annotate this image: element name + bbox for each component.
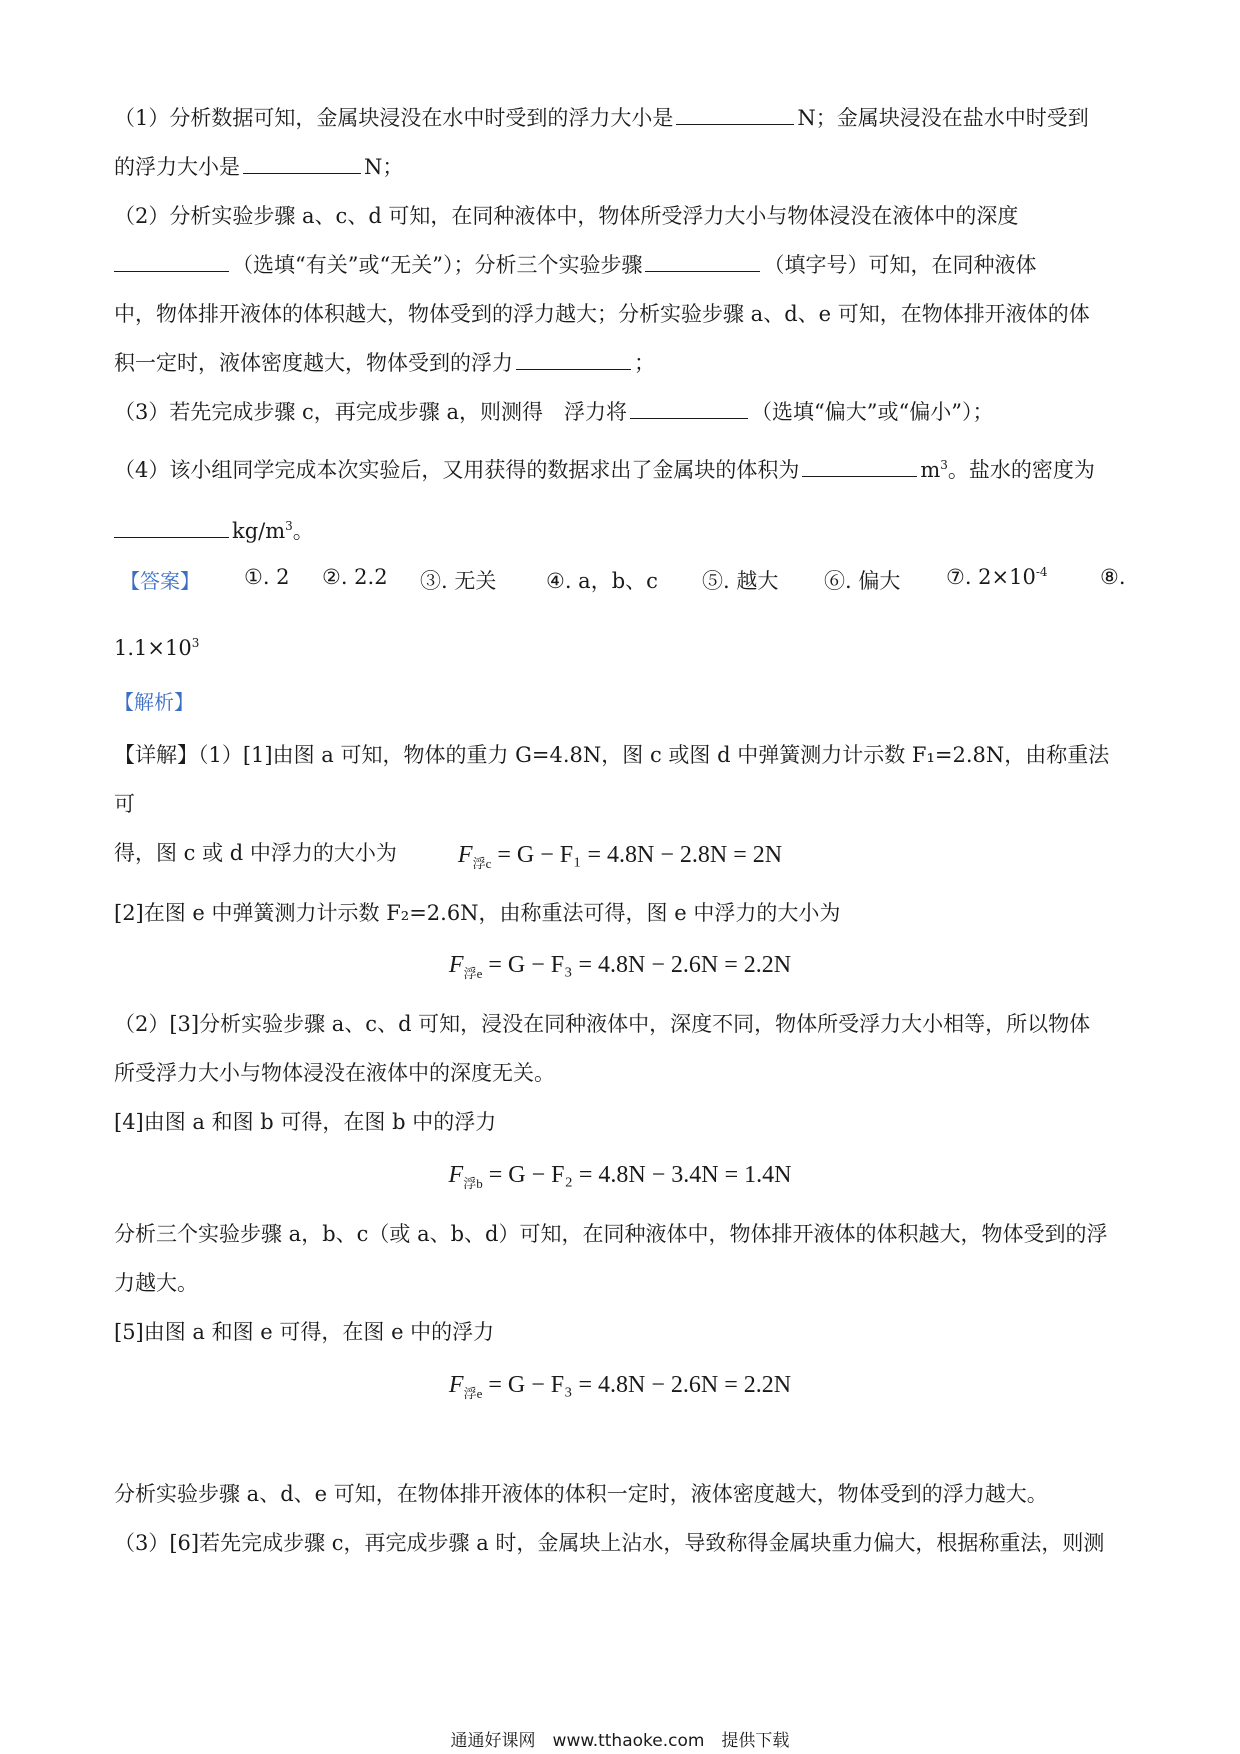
q4-text-b: 。盐水的密度为	[947, 458, 1095, 482]
analysis-tag: 【解析】	[114, 690, 194, 714]
detail-para-6: [5]由图 a 和图 e 可得，在图 e 中的浮力	[114, 1320, 495, 1344]
answer-item-2: ②. 2.2	[322, 565, 388, 589]
q4-unit-2-exp: 3	[285, 519, 293, 533]
q2-line-2a: （选填“有关”或“无关”）；分析三个实验步骤	[232, 253, 643, 277]
q2-line-2b: （填字号）可知，在同种液体	[763, 253, 1037, 277]
formula-3: $F_{浮b} = G - F_2 = 4.8N - 3.4N = 1.4N$	[448, 1162, 792, 1191]
q4-text-c: 。	[292, 519, 314, 543]
formula-2: $F_{浮e} = G - F_3 = 4.8N - 2.6N = 2.2N$	[448, 952, 792, 981]
answer-blank-6	[630, 397, 748, 419]
answer-item-4: ④. a，b、c	[546, 569, 658, 593]
q2-line-1: （2）分析实验步骤 a、c、d 可知，在同种液体中，物体所受浮力大小与物体浸没在液体中的深度	[114, 204, 1019, 228]
q2-line-3: 中，物体排开液体的体积越大，物体受到的浮力越大；分析实验步骤 a、d、e 可知，在物体排开液体的体	[114, 302, 1090, 326]
answer-item-5: ⑤. 越大	[702, 569, 779, 593]
formula-4: $F_{浮e} = G - F_3 = 4.8N - 2.6N = 2.2N$	[448, 1372, 792, 1401]
question-2	[114, 192, 1126, 388]
q1-text-b: N；金属块浸没在盐水中时受到	[797, 106, 1089, 130]
answer-blank-1	[676, 103, 794, 125]
answer-blank-2	[243, 152, 361, 174]
detail-para-5: 分析三个实验步骤 a，b、c（或 a、b、d）可知，在同种液体中，物体排开液体的体积越大，物体受到的浮 力越大。	[114, 1222, 1108, 1295]
q4-unit-1-exp: 3	[940, 458, 948, 472]
q1-text-a: （1）分析数据可知，金属块浸没在水中时受到的浮力大小是	[114, 106, 674, 130]
question-1	[114, 94, 1126, 192]
q4-unit-1: m	[920, 458, 941, 482]
footer-watermark: 通通好课网 www.tthaoke.com 提供下载	[450, 1731, 790, 1751]
answer-item-6: ⑥. 偏大	[824, 569, 901, 593]
answer-item-7-exp: -4	[1035, 565, 1048, 579]
answer-item-7: ⑦. $2\times 10^{-4}$	[946, 565, 1048, 589]
q2-line-4b: ；	[634, 351, 655, 375]
question-4	[114, 437, 1126, 559]
q4-text-a: （4）该小组同学完成本次实验后，又用获得的数据求出了金属块的体积为	[114, 458, 800, 482]
q3-text-a: （3）若先完成步骤 c，再完成步骤 a，则测得 浮力将	[114, 400, 627, 424]
answer-item-8-value: $1.1\times 10^3$	[114, 636, 200, 660]
answer-blank-8	[114, 516, 229, 538]
answer-blank-7	[802, 455, 917, 477]
detail-para-3: （2）[3]分析实验步骤 a、c、d 可知，浸没在同种液体中，深度不同，物体所受浮力大小相等，所以物体 所受浮力大小与物体浸没在液体中的深度无关。	[114, 1012, 1091, 1085]
question-3	[114, 388, 1126, 437]
detail-para-7: 分析实验步骤 a、d、e 可知，在物体排开液体的体积一定时，液体密度越大，物体受到的浮力越大。	[114, 1482, 1048, 1506]
detail-para-8: （3）[6]若先完成步骤 c，再完成步骤 a 时，金属块上沾水，导致称得金属块重力偏大，根据称重法，则测	[114, 1531, 1105, 1555]
q3-text-b: （选填“偏大”或“偏小”）；	[751, 400, 994, 424]
answer-item-8: ⑧.	[1100, 565, 1126, 589]
q1-text-c: 的浮力大小是	[114, 155, 240, 179]
detail-para-1: 【详解】（1）[1]由图 a 可知，物体的重力 G=4.8N，图 c 或图 d 中弹簧测力计示数 F₁=2.8N，由称重法可 得，图 c 或 d 中浮力的大小为	[114, 743, 1110, 865]
q2-line-4a: 积一定时，液体密度越大，物体受到的浮力	[114, 351, 513, 375]
q1-text-d: N；	[364, 155, 404, 179]
formula-1: $F_{浮c} = G - F_1 = 4.8N - 2.8N = 2N$	[457, 842, 783, 871]
answer-blank-5	[516, 348, 631, 370]
answer-tag: 【答案】	[120, 569, 200, 593]
answer-item-3: ③. 无关	[420, 569, 497, 593]
q4-unit-2: kg/m	[232, 519, 286, 543]
answer-blank-3	[114, 250, 229, 272]
answer-blank-4	[645, 250, 760, 272]
answer-item-1: ①. 2	[244, 565, 290, 589]
detail-para-2: [2]在图 e 中弹簧测力计示数 F₂=2.6N，由称重法可得，图 e 中浮力的大小为	[114, 901, 841, 925]
detail-para-4: [4]由图 a 和图 b 可得，在图 b 中的浮力	[114, 1110, 497, 1134]
